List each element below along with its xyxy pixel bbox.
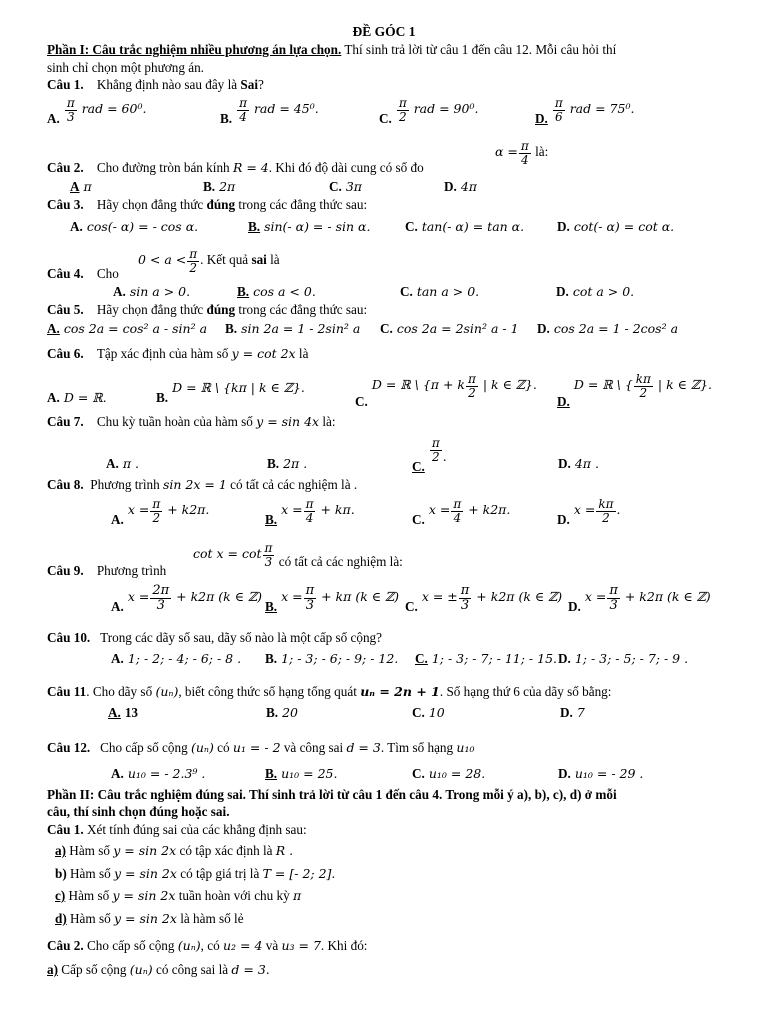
q4-condition: 0 < a < $\frac{\pi}{2}$ . Kết quả sai là	[138, 247, 280, 275]
q8-option-a[interactable]: A.x = $\frac{\pi}{2}$ + k2π.	[111, 497, 210, 528]
q4-option-c[interactable]: C. tan a > 0.	[400, 284, 480, 299]
q5-stem: Câu 5. Hãy chọn đẳng thức đúng trong các đẳng thức sau:	[47, 302, 368, 317]
q9-option-d[interactable]: D.x = $\frac{\pi}{3}$ + k2π (k ∈ ℤ)	[568, 583, 711, 615]
q1-stem	[47, 77, 264, 92]
part1-intro-2: sinh chỉ chọn một phương án.	[47, 60, 204, 75]
q11-option-c[interactable]: C. 10	[412, 705, 445, 720]
q12-stem: Câu 12. Cho cấp số cộng (uₙ) có u₁ = - 2 và công sai d = 3. Tìm số hạng u₁₀	[47, 740, 475, 755]
q2-option-b[interactable]: B. 2π	[203, 179, 236, 194]
q10-stem: Câu 10. Trong các dãy số sau, dãy số nào là một cấp số cộng?	[47, 630, 383, 645]
q10-option-b[interactable]: B. 1; - 3; - 6; - 9; - 12.	[265, 651, 399, 666]
q2-option-a[interactable]: A π	[70, 179, 92, 194]
part2-heading-1: Phần II: Câu trắc nghiệm đúng sai. Thí sinh trả lời từ câu 1 đến câu 4. Trong mỗi ý a), b), c), d) ở mỗi	[47, 787, 617, 802]
part2-q1-item-c[interactable]: c) Hàm số y = sin 2x tuần hoàn với chu kỳ π	[55, 888, 302, 903]
q10-option-c[interactable]: C. 1; - 3; - 7; - 11; - 15.	[415, 651, 557, 666]
part2-q1-stem: Câu 1. Xét tính đúng sai của các khẳng định sau:	[47, 822, 307, 837]
q2-option-d[interactable]: D. 4π	[444, 179, 477, 194]
part1-heading-line	[47, 42, 616, 57]
q8-option-d[interactable]: D.x = $\frac{k\pi}{2}$ .	[557, 497, 621, 528]
q9-stem-left: Câu 9. Phương trình	[47, 563, 167, 578]
q11-stem: Câu 11. Cho dãy số (uₙ), biết công thức số hạng tổng quát uₙ = 2n + 1. Số hạng thứ 6 của dãy số bằng:	[47, 684, 612, 699]
q4-option-d[interactable]: D. cot a > 0.	[556, 284, 635, 299]
part2-q1-item-b[interactable]: b) Hàm số y = sin 2x có tập giá trị là T = [- 2; 2].	[55, 866, 336, 881]
q1-option-a[interactable]: A. $\frac{\pi}{3}$ rad = 60⁰.	[47, 96, 147, 127]
q4-option-b[interactable]: B. cos a < 0.	[237, 284, 316, 299]
q4-stem-left: Câu 4. Cho	[47, 266, 119, 281]
q1-b-frac: $\frac{\pi}{4}$	[239, 96, 247, 124]
q5-option-a[interactable]: A. cos 2a = cos² a - sin² a	[47, 321, 208, 336]
q12-option-d[interactable]: D. u₁₀ = - 29 .	[558, 766, 644, 781]
q2-option-c[interactable]: C. 3π	[329, 179, 362, 194]
q6-option-d[interactable]: D.D = ℝ \ { $\frac{k\pi}{2}$ | k ∈ ℤ}.	[557, 372, 712, 410]
q1-a-frac: $\frac{\pi}{3}$	[66, 96, 75, 124]
q3-option-c[interactable]: C. tan(- α) = tan α.	[405, 219, 525, 234]
q9-option-c[interactable]: C.x = ± $\frac{\pi}{3}$ + k2π (k ∈ ℤ)	[405, 583, 563, 615]
q5-option-d[interactable]: D. cos 2a = 1 - 2cos² a	[537, 321, 679, 336]
q1-d-frac: $\frac{\pi}{6}$	[554, 96, 563, 124]
q1-option-d[interactable]: D. $\frac{\pi}{6}$ rad = 75⁰.	[535, 96, 635, 127]
q7-option-a[interactable]: A. π .	[106, 456, 139, 471]
q5-option-c[interactable]: C. cos 2a = 2sin² a - 1	[380, 321, 519, 336]
q7-stem: Câu 7. Chu kỳ tuần hoàn của hàm số y = sin 4x là:	[47, 414, 336, 429]
q8-stem: Câu 8. Phương trình sin 2x = 1 có tất cả các nghiệm là .	[47, 477, 358, 492]
q9-option-b[interactable]: B.x = $\frac{\pi}{3}$ + kπ (k ∈ ℤ)	[265, 583, 399, 615]
q8-option-c[interactable]: C.x = $\frac{\pi}{4}$ + k2π.	[412, 497, 511, 528]
part1-intro-1: Thí sinh trả lời từ câu 1 đến câu 12. Mỗi câu hỏi thí	[341, 42, 617, 57]
q12-option-b[interactable]: B. u₁₀ = 25.	[265, 766, 338, 781]
q7-option-c[interactable]: C. $\frac{\pi}{2}$ .	[412, 436, 447, 475]
part1-heading: Phần I: Câu trắc nghiệm nhiều phương án lựa chọn.	[47, 42, 342, 57]
part2-q2-item-a[interactable]: a) Cấp số cộng (uₙ) có công sai là d = 3.	[47, 962, 270, 977]
q7-option-d[interactable]: D. 4π .	[558, 456, 599, 471]
q6-option-b[interactable]: B.D = ℝ \ {kπ | k ∈ ℤ}.	[156, 380, 305, 405]
q1-c-frac: $\frac{\pi}{2}$	[398, 96, 407, 124]
q9-option-a[interactable]: A.x = $\frac{2\pi}{3}$ + k2π (k ∈ ℤ)	[111, 583, 262, 615]
q1-label: Câu 1.	[47, 77, 84, 92]
q6-option-c[interactable]: C.D = ℝ \ {π + k $\frac{\pi}{2}$ | k ∈ ℤ}.	[355, 372, 537, 410]
q2-alpha: α = $\frac{\pi}{4}$ là:	[495, 139, 549, 167]
q1-text: Khẳng định nào sau đây là	[96, 77, 241, 92]
q1-option-c[interactable]: C. $\frac{\pi}{2}$ rad = 90⁰.	[379, 96, 479, 127]
q8-option-b[interactable]: B.x = $\frac{\pi}{4}$ + kπ.	[265, 497, 355, 528]
q1-end: ?	[257, 77, 264, 92]
q9-equation: cot x = cot $\frac{\pi}{3}$ có tất cả các nghiệm là:	[193, 541, 403, 570]
q10-option-a[interactable]: A. 1; - 2; - 4; - 6; - 8 .	[111, 651, 242, 666]
q12-option-a[interactable]: A. u₁₀ = - 2.3⁹ .	[111, 766, 206, 781]
q10-option-d[interactable]: D. 1; - 3; - 5; - 7; - 9 .	[558, 651, 689, 666]
q7-option-b[interactable]: B. 2π .	[267, 456, 308, 471]
part2-q1-item-d[interactable]: d) Hàm số y = sin 2x là hàm số lẻ	[55, 911, 244, 926]
q12-option-c[interactable]: C. u₁₀ = 28.	[412, 766, 486, 781]
q1-bold: Sai	[240, 77, 258, 92]
q11-option-b[interactable]: B. 20	[266, 705, 298, 720]
q1-option-b[interactable]: B. $\frac{\pi}{4}$ rad = 45⁰.	[220, 96, 319, 127]
part2-q1-item-a[interactable]: a) Hàm số y = sin 2x có tập xác định là R .	[55, 843, 294, 858]
q3-option-d[interactable]: D. cot(- α) = cot α.	[557, 219, 675, 234]
exam-title: ĐỀ GÓC 1	[352, 24, 416, 39]
q4-option-a[interactable]: A. sin a > 0.	[113, 284, 191, 299]
q11-option-a[interactable]: A. 13	[108, 705, 139, 720]
q6-stem: Câu 6. Tập xác định của hàm số y = cot 2x là	[47, 346, 309, 361]
q2-stem: Câu 2. Cho đường tròn bán kính R = 4. Khi đó độ dài cung có số đo	[47, 160, 424, 175]
part2-q2-stem: Câu 2. Cho cấp số cộng (uₙ), có u₂ = 4 và u₃ = 7. Khi đó:	[47, 938, 368, 953]
q3-stem: Câu 3. Hãy chọn đẳng thức đúng trong các đẳng thức sau:	[47, 197, 368, 212]
q6-option-a[interactable]: A. D = ℝ.	[47, 390, 107, 405]
q11-option-d[interactable]: D. 7	[560, 705, 585, 720]
part2-heading-2: câu, thí sinh chọn đúng hoặc sai.	[47, 804, 230, 819]
q3-option-a[interactable]: A. cos(- α) = - cos α.	[70, 219, 199, 234]
q3-option-b[interactable]: B. sin(- α) = - sin α.	[248, 219, 371, 234]
q5-option-b[interactable]: B. sin 2a = 1 - 2sin² a	[225, 321, 361, 336]
